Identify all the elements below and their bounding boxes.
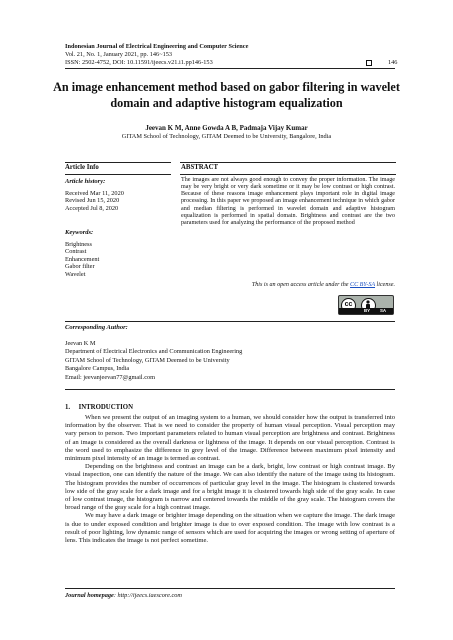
license-line <box>181 282 395 288</box>
abstract-text: The images are not always good enough to convey the proper information. The image may be very bright or very dark sometime or it may be low contrast or high contrast. Because of these reasons image enhancement plays important role in digital image processing. In this paper we proposed an image enhancement technique in which gabor and median filtering is performed in wavelet domain and adaptive histogram equalization is performed in spatial domain. Brightness and contrast are the two parameters used for analyzing the performance of the proposed method <box>181 177 395 226</box>
paper-authors: Jeevan K M, Anne Gowda A B, Padmaja Vijay Kumar <box>145 124 308 132</box>
corresponding-details <box>65 340 242 382</box>
corresponding-department: Department of Electrical Electronics and Communication Engineering <box>65 348 243 356</box>
square-icon <box>366 60 372 66</box>
introduction-paragraph: When we present the output of an imaging system to a human, we should consider how the output is transferred into information by the observer. That is we need to consider the property of human visual perception. Visual perception may vary person to person. Two important parameters related to human visual perception are brightness and contrast. Brightness of an image is considered as the overall darkness or lightness of the image. It depends on our visual perception. Contrast is the word used to emphasize the difference in grey level of the image. Difference between maximum pixel intensity and minimum pixel intensity of an image is termed as contrast. <box>65 414 395 463</box>
article-history-list <box>65 190 124 212</box>
paper-affiliation: GITAM School of Technology, GITAM Deemed to be University, Bangalore, India <box>121 133 332 140</box>
abstract-mid-rule <box>180 174 396 175</box>
corresponding-heading: Corresponding Author: <box>65 324 128 331</box>
introduction-paragraph: We may have a dark image or brighter image depending on the situation when we capture the image. The dark image is due to under exposed condition and brighter image is due to over exposed condition. The image with low contrast is a result of poor lighting, low dynamic range of sensors which are used for acquiring the images or wrong setting of aperture of lens. This indicates the image is not perfect sometime. <box>65 512 395 545</box>
keywords-list <box>65 241 99 278</box>
corresponding-school: GITAM School of Technology, GITAM Deemed to be University <box>65 356 230 364</box>
homepage-url[interactable]: : http://ijeecs.iaescore.com <box>113 592 182 599</box>
history-revised: Revised Jun 15, 2020 <box>65 197 120 205</box>
footer-rule <box>65 588 395 589</box>
introduction-body <box>65 414 395 545</box>
corresponding-bottom-rule <box>65 389 395 390</box>
corresponding-top-rule <box>65 321 395 322</box>
cc-sa-label: SA <box>380 308 387 313</box>
abstract-top-rule <box>180 162 396 163</box>
page-number: 146 <box>388 59 398 66</box>
abstract-heading: ABSTRACT <box>181 164 219 171</box>
article-info-heading: Article Info <box>65 164 99 171</box>
license-prefix: This is an open access article under the <box>251 282 351 288</box>
history-accepted: Accepted Jul 8, 2020 <box>65 204 119 212</box>
paper-title: An image enhancement method based on gabor filtering in wavelet domain and adaptive histogram equalization <box>53 80 400 110</box>
issn-doi: ISSN: 2502-4752, DOI: 10.11591/ijeecs.v21.i1.pp146-153 <box>65 59 213 66</box>
license-link[interactable]: CC BY-SA <box>350 282 376 288</box>
introduction-heading: 1. INTRODUCTION <box>65 404 133 411</box>
introduction-paragraph: Depending on the brightness and contrast an image can be a dark, bright, low contrast or high contrast image. By visual inspection, one can identify the nature of the image. We can also identify the nature of the image using its histogram. The histogram provides the number of occurrences of particular gray level in the image. The histogram is clustered towards low side of the gray scale for a dark image and for a bright image it is clustered towards high side of the gray scale. In case of low contrast image, the histogram is narrow and centered towards the middle of the gray scale. The histogram covers the broad range of the gray scale for a high contrast image. <box>65 463 395 512</box>
license-suffix: license. <box>375 282 395 288</box>
corresponding-name: Jeevan K M <box>65 340 96 347</box>
article-history-heading: Article history: <box>65 178 106 185</box>
cc-badge-strip <box>339 308 393 314</box>
keyword-item: Enhancement <box>65 255 100 263</box>
cc-by-sa-badge[interactable] <box>338 295 394 315</box>
cc-by-label: BY <box>364 308 371 313</box>
keyword-item: Gabor filter <box>65 263 95 271</box>
article-info-top-rule <box>65 162 171 163</box>
keywords-heading: Keywords: <box>65 229 94 236</box>
history-received: Received Mar 11, 2020 <box>65 190 124 197</box>
corresponding-email: Email: jeevanjeevan77@gmail.com <box>65 373 156 381</box>
journal-homepage <box>65 592 182 599</box>
keyword-item: Brightness <box>65 241 92 248</box>
keyword-item: Wavelet <box>65 270 86 278</box>
article-info-mid-rule <box>65 174 171 175</box>
corresponding-campus: Bangalore Campus, India <box>65 365 130 373</box>
volume-info: Vol. 21, No. 1, January 2021, pp. 146~153 <box>65 51 173 58</box>
header-rule <box>65 68 395 69</box>
keyword-item: Contrast <box>65 248 87 256</box>
homepage-label: Journal homepage <box>65 592 114 599</box>
journal-name: Indonesian Journal of Electrical Engineering and Computer Science <box>65 43 249 50</box>
cc-icon: cc <box>341 298 356 313</box>
